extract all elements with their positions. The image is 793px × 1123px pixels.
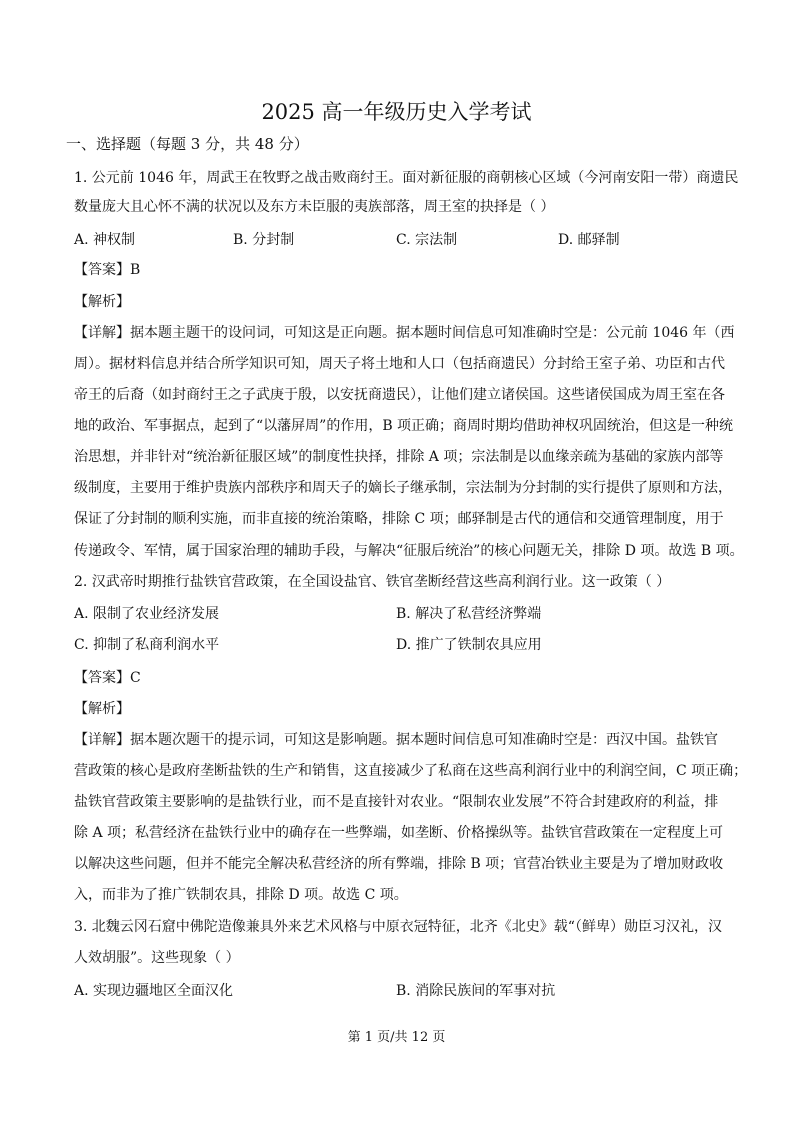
q2-option-c: C. 抑制了私商利润水平 [74,637,220,653]
q3-option-a: A. 实现边疆地区全面汉化 [74,983,234,999]
q1-option-a: A. 神权制 [74,232,136,248]
q1-option-d: D. 邮驿制 [558,232,620,248]
q1-detail-line-3: 帝王的后裔（如封商纣王之子武庚于殷，以安抚商遗民），让他们建立诸侯国。这些诸侯国成为周王室在各 [74,387,725,403]
q2-detail-line-5: 以解决这些问题，但并不能完全解决私营经济的所有弊端，排除 B 项；官营冶铁业主要是为了增加财政收 [74,856,724,872]
q1-answer: 【答案】B [74,262,141,278]
q1-option-b: B. 分封制 [233,232,295,248]
q2-detail-line-6: 入，而非为了推广铁制农具，排除 D 项。故选 C 项。 [74,887,408,903]
section-heading: 一、选择题（每题 3 分，共 48 分） [66,135,309,153]
q2-option-d: D. 推广了铁制农具应用 [396,637,542,653]
q2-detail-line-4: 除 A 项；私营经济在盐铁行业中的确存在一些弊端，如垄断、价格操纵等。盐铁官营政策在一定程度上可 [74,825,724,841]
q2-detail-line-1: 【详解】据本题次题干的提示词，可知这是影响题。据本题时间信息可知准确时空是：西汉中国。盐铁官 [74,732,718,748]
q1-stem-line-2: 数量庞大且心怀不满的状况以及东方未臣服的夷族部落，周王室的抉择是（ ） [74,199,555,215]
q1-detail-line-2: 周）。据材料信息并结合所学知识可知，周天子将土地和人口（包括商遗民）分封给王室子弟、功臣和古代 [74,356,725,372]
q3-stem-line-2: 人效胡服”。这些现象（ ） [74,950,240,966]
q2-answer: 【答案】C [74,670,141,686]
q1-option-c: C. 宗法制 [396,232,458,248]
q3-stem-line-1: 3. 北魏云冈石窟中佛陀造像兼具外来艺术风格与中原衣冠特征，北齐《北史》载“（鲜卑）勋臣习汉礼，汉 [74,919,722,935]
q1-detail-line-4: 地的政治、军事据点，起到了“以藩屏周”的作用，B 项正确；商周时期均借助神权巩固统治，但这是一种统 [74,418,734,434]
q2-detail-line-2: 营政策的核心是政府垄断盐铁的生产和销售，这直接减少了私商在这些高利润行业中的利润空间，C 项正确； [74,763,748,779]
q2-option-a: A. 限制了农业经济发展 [74,606,220,622]
q3-option-b: B. 消除民族间的军事对抗 [396,983,556,999]
q2-option-b: B. 解决了私营经济弊端 [396,606,542,622]
q2-detail-line-3: 盐铁官营政策主要影响的是盐铁行业，而不是直接针对农业。“限制农业发展”不符合封建政府的利益，排 [74,794,719,810]
q1-detail-line-5: 治思想，并非针对“统治新征服区域”的制度性抉择，排除 A 项；宗法制是以血缘亲疏为基础的家族内部等 [74,449,724,465]
page-footer: 第 1 页/共 12 页 [347,1030,446,1045]
q2-analysis-label: 【解析】 [74,701,130,717]
q2-stem-line-1: 2. 汉武帝时期推行盐铁官营政策，在全国设盐官、铁官垄断经营这些高利润行业。这一政策（ ） [74,574,671,590]
q1-analysis-label: 【解析】 [74,294,130,310]
q1-detail-line-8: 传递政令、军情，属于国家治理的辅助手段，与解决“征服后统治”的核心问题无关，排除 D 项。故选 B 项。 [74,543,744,559]
page-title: 2025 高一年级历史入学考试 [261,100,532,124]
q1-detail-line-7: 保证了分封制的顺利实施，而非直接的统治策略，排除 C 项；邮驿制是古代的通信和交通管理制度，用于 [74,511,724,527]
q1-detail-line-6: 级制度，主要用于维护贵族内部秩序和周天子的嫡长子继承制，宗法制为分封制的实行提供了原则和方法， [74,480,732,496]
q1-detail-line-1: 【详解】据本题主题干的设问词，可知这是正向题。据本题时间信息可知准确时空是：公元前 1046 年（西 [74,325,735,341]
q1-stem-line-1: 1. 公元前 1046 年，周武王在牧野之战击败商纣王。面对新征服的商朝核心区域（今河南安阳一带）商遗民 [74,170,739,186]
